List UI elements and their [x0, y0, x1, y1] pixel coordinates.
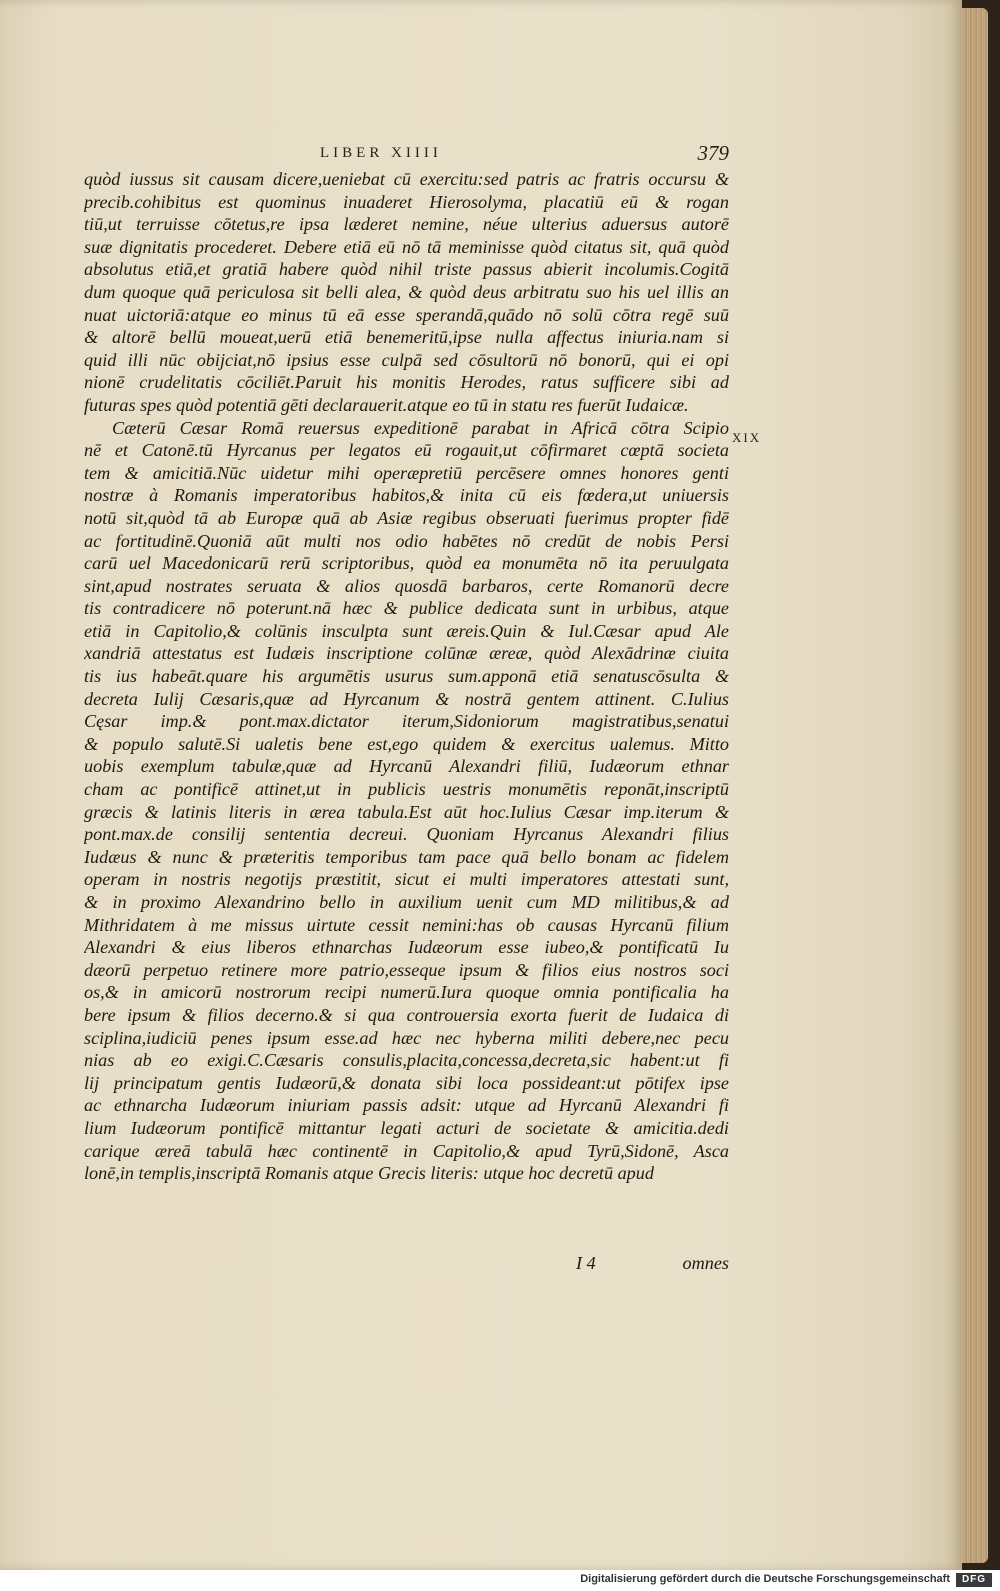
text-line: sint,apud nostrates seruata & alios quosdā barbaros, certe Romanorū decre [84, 575, 729, 596]
text-line: quòd iussus sit causam dicere,ueniebat cū exercitu:sed patris ac fratris occursu & [84, 169, 729, 189]
text-line: carū uel Macedonicarū rerū scriptoribus, quòd ea monumēta nō ita peruulgata [84, 553, 729, 574]
text-line: nē et Catonē.tū Hyrcanus per legatos eū rogauit,ut cōfirmaret cœptā societa [84, 440, 729, 461]
text-line: uobis exemplum tabulæ,quæ ad Hyrcanū Alexandri filiū, Iudæorum ethnar [84, 756, 729, 777]
text-line: Cęsar imp.& pont.max.dictator iterum,Sidoniorum magistratibus,senatui [84, 711, 729, 732]
text-line: Iudæus & nunc & præteritis temporibus tam pace quā bello bonam ac fidelem [84, 846, 729, 867]
text-line: cham ac pontificē attinet,ut in publicis uestris monumētis reponāt,inscriptū [84, 779, 729, 800]
text-line: etiā in Capitolio,& colūnis insculpta sunt æreis.Quin & Iul.Cæsar apud Ale [84, 620, 729, 641]
text-line: bere ipsum & filios decerno.& si qua controuersia exorta fuerit de Iudaica di [84, 1004, 729, 1025]
text-line: nuat uictoriā:atque eo minus tū eā esse sperandā,quādo nō solū cōtra regē suū [84, 304, 729, 325]
margin-chapter-number: XIX [732, 430, 762, 445]
digitization-footer [0, 1570, 1000, 1591]
text-line: operam in nostris negotijs præstitit, sicut ei multi imperatores attestati sunt, [84, 869, 729, 890]
text-line: nias ab eo exigi.C.Cæsaris consulis,placita,concessa,decreta,sic habent:ut fi [84, 1050, 729, 1071]
text-line: notū sit,quòd tā ab Europæ quā ab Asiæ regibus obseruati fuerimus propter fidē [84, 507, 729, 528]
text-line: xandriā attestatus est Iudæis inscriptione colūnæ æreæ, quòd Alexādrinæ ciuita [84, 643, 729, 664]
catchword: omnes [682, 1253, 729, 1273]
folio-number: 379 [697, 141, 729, 165]
text-line: græcis & latinis literis in ærea tabula.Est aūt hoc.Iulius Cæsar imp.iterum & [84, 801, 729, 822]
text-line: absolutus etiā,et gratiā habere quòd nihil triste passus abierit incolumis.Cogitā [84, 259, 729, 280]
text-line: Mithridatem à me missus uirtute cessit nemini:has ob causas Hyrcanū filium [84, 914, 729, 935]
text-line: ac ethnarcha Iudæorum iniuriam passis adsit: utque ad Hyrcanū Alexandri fi [84, 1095, 729, 1116]
text-line: lonē,in templis,inscriptā Romanis atque Grecis literis: utque hoc decretū apud [84, 1163, 654, 1184]
footer-credit: Digitalisierung gefördert durch die Deutsche Forschungsgemeinschaft [580, 1573, 950, 1585]
text-line: nionē crudelitatis cōciliēt.Paruit his monitis Herodes, ratus sufficere sibi ad [84, 372, 729, 393]
text-line: tis ius habeāt.quare his argumētis usurus sum.apponā etiā senatuscōsulta & [84, 666, 729, 687]
text-line: tis contradicere nō poterunt.nā hæc & publice dedicata sunt in urbibus, atque [84, 598, 729, 619]
text-line: carique æreā tabulā hæc continentē in Capitolio,& apud Tyrū,Sidonē, Asca [84, 1140, 729, 1161]
running-title: LIBER XIIII [320, 145, 442, 161]
text-line: lij principatum gentis Iudæorū,& donata sibi loca possideant:ut pōtifex ipse [84, 1072, 729, 1093]
text-line: & altorē bellū moueat,uerū etiā benemeritū,ipse nulla affectus iniuria.nam si [84, 327, 729, 348]
text-line: nostræ à Romanis imperatoribus habitos,& inita cū eis fœdera,ut uniuersis [84, 485, 729, 506]
text-line: Cæterū Cæsar Romā reuersus expeditionē parabat in Africā cōtra Scipio [112, 417, 729, 438]
text-line: ac fortitudinē.Quoniā aūt multi nos odio habētes nō credūt de nobis Persi [84, 530, 729, 551]
text-line: futuras spes quòd potentiā gēti declarauerit.atque eo tū in statu res fuerūt Iudaicæ. [84, 394, 689, 415]
text-line: suæ dignitatis procederet. Debere etiā eū nō tā meminisse quòd citatus sit, quā quòd [84, 236, 729, 257]
text-line: decreta Iulij Cæsaris,quæ ad Hyrcanum & nostrā gentem attinent. C.Iulius [84, 688, 729, 709]
text-line: quid illi nūc obijciat,nō ipsius esse culpā sed cōsultorū nō bonorū, qui ei opi [84, 349, 729, 370]
text-line: lium Iudæorum pontificē mittantur legati acturi de societate & amicitia.dedi [84, 1117, 729, 1138]
text-line: pont.max.de consilij sententia decreui. Quoniam Hyrcanus Alexandri filius [84, 824, 729, 845]
text-line: os,& in amicorū nostrorum recipi numerū.Iura quoque omnia pontificalia ha [84, 982, 729, 1003]
text-line: tiū,ut terruisse cōtetus,re ipsa læderet nemine, néue ulterius aduersus autorē [84, 214, 729, 235]
signature-mark: I 4 [576, 1253, 596, 1273]
catchline [84, 1253, 729, 1279]
text-line: Alexandri & eius liberos ethnarchas Iudæorum esse iubeo,& pontificatū Iu [84, 937, 729, 958]
text-line: precib.cohibitus est quominus inuaderet Hierosolyma, placatiū eū & rogan [84, 191, 729, 212]
text-line: & populo salutē.Si ualetis bene est,ego quidem & exercitus ualemus. Mitto [84, 733, 729, 754]
text-line: dum quoque quā periculosa sit belli alea, & quòd deus arbitratu suo his uel illis an [84, 281, 729, 302]
text-block [84, 168, 729, 1185]
book-page-edges [958, 8, 988, 1563]
text-line: tem & amicitiā.Nūc uidetur mihi operæpretiū percēsere omnes honores genti [84, 462, 729, 483]
text-line: sciplina,iudiciū penes ipsum esse.ad hæc nec hyberna militi debere,nec pecu [84, 1027, 729, 1048]
dfg-logo: DFG [956, 1573, 992, 1587]
text-line: & in proximo Alexandrino bello in auxilium uenit cum MD militibus,& ad [84, 892, 729, 912]
page-header [84, 141, 729, 169]
text-line: dæorū perpetuo retinere more patrio,esseque ipsum & filios eius nostros soci [84, 959, 729, 980]
